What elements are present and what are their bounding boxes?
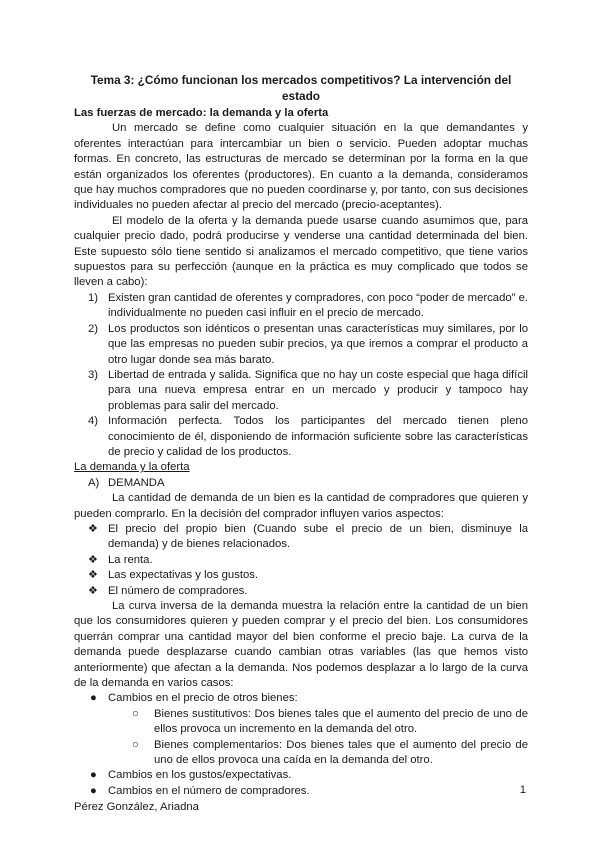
paragraph-supply-demand-model: El modelo de la oferta y la demanda puede usarse cuando asumimos que, para cualquier precio dado, podrá producirse y venderse una cantidad determinada del bien. Este supuesto sólo tiene sentido si analizamos el mercado competitivo, que tiene varios supuestos para su perfección (aunque en la práctica es muy complicado que todos se lleven a cabo): [74,214,528,289]
bullet-list [74,691,528,799]
bullet-icon: ● [90,769,97,782]
list-item: 2) Los productos son idénticos o presentan unas características muy similares, por lo que las empresas no pueden subir precios, ya que iremos a comprar el producto a otro lugar donde sea más barato. [88,322,528,366]
numbered-list [74,291,528,460]
list-item: ○ Bienes sustitutivos: Dos bienes tales que el aumento del precio de uno de ellos provoca un incremento en la demanda del otro. [132,707,528,736]
bullet-icon: ● [90,784,97,797]
subheading: La demanda y la oferta [74,461,190,474]
list-item: ❖ El precio del propio bien (Cuando sube el precio de un bien, disminuye la demanda) y de bienes relacionados. [88,522,528,551]
diamond-bullet-icon: ❖ [88,553,98,566]
bullet-icon: ● [90,692,97,705]
list-item: ● Cambios en el precio de otros bienes: ○ Bienes sustitutivos: Dos bienes tales que el aumento del precio de uno de ellos provoca un incremento en la demanda del otro. ○ Bienes complementarios: Dos bienes tales que el aumento del precio de uno de ellos provoca una caída en la demanda del otro. [74,691,528,768]
footer-author: Pérez González, Ariadna [74,801,199,813]
list-item: ○ Bienes complementarios: Dos bienes tales que el aumento del precio de uno de ellos provoca una caída en la demanda del otro. [132,738,528,767]
list-item: ● Cambios en los gustos/expectativas. [74,768,528,783]
circle-bullet-icon: ○ [132,738,139,751]
list-item: 1) Existen gran cantidad de oferentes y compradores, con poco “poder de mercado” e. individualmente no pueden casi influir en el precio de mercado. [88,291,528,320]
diamond-bullet-icon: ❖ [88,569,98,582]
list-item: 4) Información perfecta. Todos los participantes del mercado tienen pleno conocimiento de él, disponiendo de información suficiente sobre las características de precio y calidad de los productos. [88,415,528,458]
paragraph-market-definition: Un mercado se define como cualquier situación en la que demandantes y oferentes interactúan para intercambiar un bien o servicio. Pueden adoptar muchas formas. En concreto, las estructuras de mercado se determinan por la forma en la que están organizados los oferentes (productores). En cuanto a la demanda, consideramos que hay muchos compradores que no pueden coordinarse y, por tanto, con sus decisiones individuales no pueden afectar al precio del mercado (precio-aceptantes). [74,122,528,212]
paragraph-demand: La cantidad de demanda de un bien es la cantidad de compradores que quieren y pueden comprarlo. En la decisión del comprador influyen varios aspectos: [74,492,528,520]
sub-bullet-list [74,707,528,769]
page-content [74,72,528,799]
list-item: 3) Libertad de entrada y salida. Significa que no hay un coste especial que haga difícil para una nueva empresa entrar en un mercado y producir y tampoco hay problemas para salir del mercado. [88,368,528,412]
page-number: 1 [519,784,526,796]
diamond-bullet-icon: ❖ [88,584,98,597]
paragraph-demand-curve: La curva inversa de la demanda muestra la relación entre la cantidad de un bien que los consumidores quieren y pueden comprar y el precio del bien. Los consumidores querrán comprar una cantidad mayor del bien conforme el precio baje. La curva de la demanda puede desplazarse cuando cambian otras variables (las que hemos visto anteriormente) que afectan a la demanda. Nos podemos desplazar a lo largo de la curva de la demanda en varios casos: [74,600,528,690]
diamond-list [74,522,528,599]
list-item: ● Cambios en el número de compradores. [74,784,528,799]
document-title: Tema 3: ¿Cómo funcionan los mercados competitivos? La intervención del estado [90,73,512,103]
list-item: ❖ Las expectativas y los gustos. [74,568,528,583]
subsection-heading: A) DEMANDA [88,476,165,489]
list-item: ❖ La renta. [74,553,528,568]
circle-bullet-icon: ○ [132,707,139,720]
diamond-bullet-icon: ❖ [88,522,98,535]
list-item: ❖ El número de compradores. [74,584,528,599]
section-heading: Las fuerzas de mercado: la demanda y la oferta [74,107,329,119]
